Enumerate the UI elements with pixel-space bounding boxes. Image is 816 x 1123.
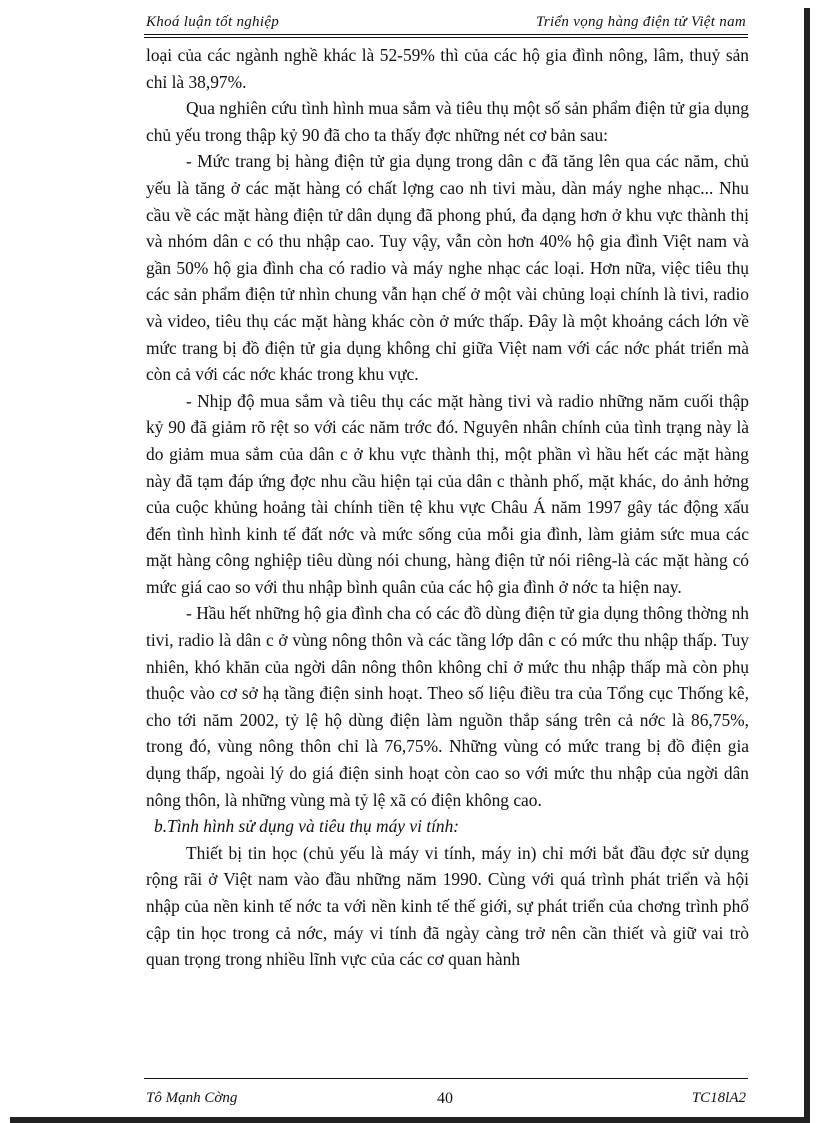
- header-rule-top: [144, 34, 748, 35]
- paragraph-computers: Thiết bị tin học (chủ yếu là máy vi tính, máy in) chỉ mới bắt đầu đợc sử dụng rộng rãi ở Việt nam vào đầu những năm 1990. Cùng với quá trình phát triển và hội nhập của nền kinh tế nớc ta với nền kinh tế thế giới, sự phát triển của chơng trình phổ cập tin học trong cả nớc, máy vi tính đã ngày càng trở nên cần thiết và giữ vai trò quan trọng trong nhiều lĩnh vực của các cơ quan hành: [146, 842, 749, 970]
- footer-class-code: TC18lA2: [691, 1090, 746, 1106]
- page-number: 40: [437, 1090, 453, 1107]
- page-shadow-right: [804, 8, 810, 1120]
- paragraph-intro: Qua nghiên cứu tình hình mua sắm và tiêu thụ một số sản phẩm điện tử gia dụng chủ yếu trong thập kỷ 90 đã cho ta thấy đợc những nét cơ bản sau:: [146, 98, 749, 145]
- header-rule-bottom: [144, 37, 748, 38]
- footer-rule: [144, 1078, 748, 1079]
- footer-author: Tô Mạnh Cờng: [146, 1090, 238, 1106]
- page-shadow-bottom: [10, 1117, 810, 1123]
- header-topic-title: Triển vọng hàng điện tử Việt nam: [536, 14, 746, 30]
- paragraph-point-1: - Mức trang bị hàng điện tử gia dụng trong dân c đã tăng lên qua các năm, chủ yếu là tăng ở các mặt hàng có chất lợng cao nh tivi màu, dàn máy nghe nhạc... Nhu cầu về các mặt hàng điện tử dân dụng đã phong phú, đa dạng hơn ở khu vực thành thị và nhóm dân c có thu nhập cao. Tuy vậy, vẫn còn hơn 40% hộ gia đình Việt nam và gần 50% hộ gia đình cha có radio và máy nghe nhạc các loại. Hơn nữa, việc tiêu thụ các sản phẩm điện tử nhìn chung vẫn hạn chế ở một vài chủng loại chính là tivi, radio và video, tiêu thụ các mặt hàng khác còn ở mức thấp. Đây là một khoảng cách lớn về mức trang bị đồ điện tử gia dụng không chỉ giữa Việt nam với các nớc phát triển mà còn cả với các nớc khác trong khu vực.: [146, 151, 749, 385]
- paragraph-point-2: - Nhịp độ mua sắm và tiêu thụ các mặt hàng tivi và radio những năm cuối thập kỷ 90 đã giảm rõ rệt so với các năm trớc đó. Nguyên nhân chính của tình trạng này là do giảm mua sắm của dân c ở khu vực thành thị, một phần vì hầu hết các mặt hàng này đã tạm đáp ứng đợc nhu cầu hiện tại của dân c thành phố, mặt khác, do ảnh hởng của cuộc khủng hoảng tài chính tiền tệ khu vực Châu Á năm 1997 gây tác động xấu đến tình hình kinh tế đất nớc và mức sống của mỗi gia đình, làm giảm sức mua các mặt hàng công nghiệp tiêu dùng nói chung, hàng điện tử nói riêng-là các mặt hàng có mức giá cao so với thu nhập bình quân của các hộ gia đình ở nớc ta hiện nay.: [146, 390, 749, 597]
- body-text: [146, 42, 749, 973]
- header-thesis-title: Khoá luận tốt nghiệp: [146, 14, 280, 30]
- paragraph-point-3: - Hầu hết những hộ gia đình cha có các đồ dùng điện tử gia dụng thông thờng nh tivi, radio là dân c ở vùng nông thôn và các tầng lớp dân c có mức thu nhập thấp. Tuy nhiên, khó khăn của ngời dân nông thôn không chỉ ở mức thu nhập thấp mà còn phụ thuộc vào cơ sở hạ tầng điện sinh hoạt. Theo số liệu điều tra của Tổng cục Thống kê, cho tới năm 2002, tỷ lệ hộ dùng điện làm nguồn thắp sáng trên cả nớc là 86,75%, trong đó, vùng nông thôn chỉ là 76,75%. Những vùng có mức trang bị đồ điện gia dụng thấp, ngoài lý do giá điện sinh hoạt còn cao so với mức thu nhập của ngời dân nông thôn, là những vùng mà tỷ lệ xã có điện không cao.: [146, 603, 749, 810]
- paragraph-continuation: loại của các ngành nghề khác là 52-59% thì của các hộ gia đình nông, lâm, thuỷ sản chỉ là 38,97%.: [146, 45, 749, 92]
- section-subheading: b.Tình hình sử dụng và tiêu thụ máy vi tính:: [154, 816, 460, 837]
